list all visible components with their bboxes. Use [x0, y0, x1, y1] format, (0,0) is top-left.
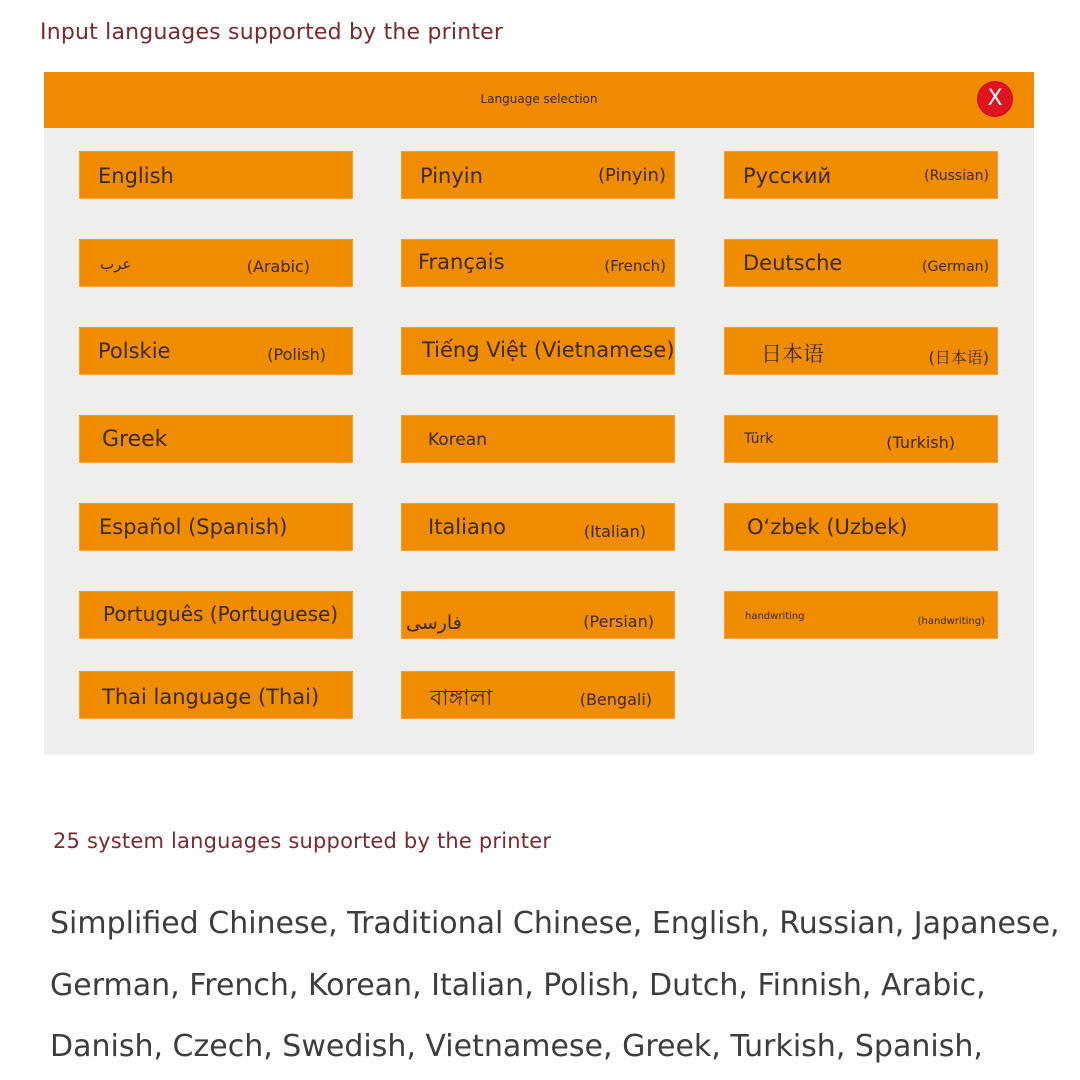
lang-english-label: (Arabic) — [246, 257, 310, 276]
lang-button-vietnamese[interactable] — [401, 327, 675, 375]
system-languages-line: Simplified Chinese, Traditional Chinese, English, Russian, Japanese, — [50, 906, 1060, 941]
language-selection-dialog — [44, 72, 1034, 755]
system-languages-list — [50, 893, 1060, 1078]
lang-english-label: (Russian) — [924, 168, 989, 184]
lang-native-label: Pinyin — [420, 164, 483, 188]
input-languages-heading: Input languages supported by the printer — [40, 20, 504, 45]
lang-native-label: O‘zbek (Uzbek) — [747, 515, 908, 539]
lang-native-label: Thai language (Thai) — [102, 685, 320, 709]
lang-button-pinyin[interactable] — [401, 151, 675, 199]
lang-button-handwriting[interactable] — [724, 591, 998, 639]
lang-button-arabic[interactable] — [79, 239, 353, 287]
close-button[interactable] — [978, 82, 1012, 116]
lang-button-italian[interactable] — [401, 503, 675, 551]
lang-native-label: handwriting — [745, 611, 805, 622]
lang-button-japanese[interactable] — [724, 327, 998, 375]
lang-button-korean[interactable] — [401, 415, 675, 463]
dialog-titlebar — [44, 72, 1034, 128]
close-icon: X — [987, 86, 1003, 111]
lang-native-label: 日本语 — [761, 342, 824, 366]
lang-native-label: Polskie — [98, 339, 171, 363]
lang-button-spanish[interactable] — [79, 503, 353, 551]
lang-button-russian[interactable] — [724, 151, 998, 199]
system-languages-line: German, French, Korean, Italian, Polish, Dutch, Finnish, Arabic, — [50, 967, 986, 1003]
lang-english-label: (German) — [922, 259, 989, 275]
lang-native-label: Français — [418, 250, 505, 274]
lang-english-label: (Persian) — [583, 612, 654, 631]
lang-button-uzbek[interactable] — [724, 503, 998, 551]
lang-english-label: (日本语) — [928, 348, 989, 367]
lang-native-label: Русский — [743, 164, 832, 188]
lang-english-label: (French) — [604, 257, 666, 275]
lang-native-label: Italiano — [428, 515, 506, 539]
lang-button-french[interactable] — [401, 239, 675, 287]
system-languages-line: Danish, Czech, Swedish, Vietnamese, Greek, Turkish, Spanish, — [50, 1029, 983, 1064]
lang-button-german[interactable] — [724, 239, 998, 287]
lang-native-label: Deutsche — [743, 251, 843, 275]
lang-native-label: Português (Portuguese) — [103, 602, 339, 626]
lang-button-persian[interactable] — [401, 591, 675, 639]
lang-button-thai[interactable] — [79, 671, 353, 719]
lang-native-label: Korean — [428, 430, 487, 450]
lang-button-portuguese[interactable] — [79, 591, 353, 639]
lang-english-label: (Turkish) — [886, 433, 955, 452]
lang-native-label: English — [98, 164, 174, 188]
lang-native-label: Tiếng Việt (Vietnamese) — [422, 338, 675, 362]
lang-button-turkish[interactable] — [724, 415, 998, 463]
lang-english-label: (handwriting) — [917, 616, 985, 627]
lang-native-label: Türk — [744, 431, 774, 447]
lang-english-label: (Bengali) — [579, 690, 652, 709]
lang-button-english[interactable] — [79, 151, 353, 199]
lang-button-greek[interactable] — [79, 415, 353, 463]
lang-native-label: Greek — [102, 427, 168, 452]
system-languages-heading: 25 system languages supported by the printer — [53, 829, 552, 853]
lang-button-polish[interactable] — [79, 327, 353, 375]
lang-native-label: عرب — [100, 255, 132, 273]
lang-native-label: Español (Spanish) — [99, 515, 288, 539]
dialog-title: Language selection — [480, 92, 598, 106]
lang-button-bengali[interactable] — [401, 671, 675, 719]
lang-native-label: বাঙ্গালা — [430, 686, 493, 711]
lang-native-label: فارسی — [406, 612, 462, 634]
lang-english-label: (Polish) — [267, 345, 326, 364]
lang-english-label: (Italian) — [583, 522, 646, 541]
lang-english-label: (Pinyin) — [598, 165, 666, 186]
